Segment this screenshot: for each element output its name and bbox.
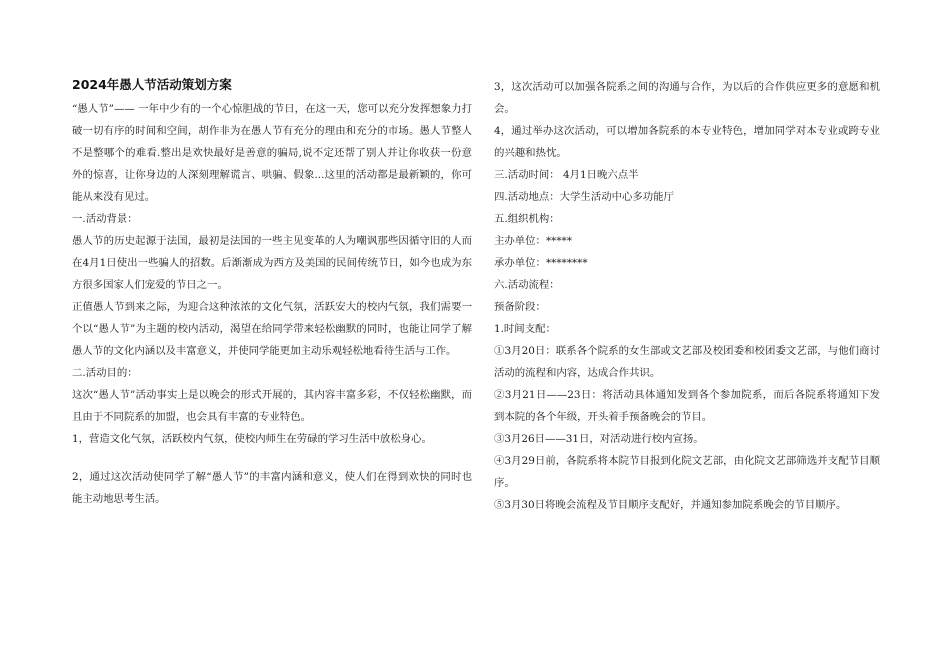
section-organization: 五.组织机构： xyxy=(494,213,560,225)
organizer-line: 主办单位：***** xyxy=(494,235,572,247)
section-process: 六.活动流程： xyxy=(494,279,560,291)
section-heading-background: 一.活动背景： xyxy=(72,213,138,225)
schedule-item-1: ①3月20日：联系各个院系的女生部或文艺部及校团委和校团委文艺部，与他们商讨活动的流程和内容，达成合作共识。 xyxy=(494,345,880,379)
purpose-item-2: 2，通过这次活动使同学了解“愚人节”的丰富内涵和意义，使人们在得到欢快的同时也能主动地思考生活。 xyxy=(72,471,472,505)
co-organizer-line: 承办单位：******** xyxy=(494,257,588,269)
preparation-stage: 预备阶段： xyxy=(494,301,546,313)
purpose-item-3: 3，这次活动可以加强各院系之间的沟通与合作，为以后的合作供应更多的意愿和机会。 xyxy=(494,81,880,115)
section-heading-purpose: 二.活动目的： xyxy=(72,367,138,379)
document-title: 2024年愚人节活动策划方案 xyxy=(72,77,232,92)
time-arrangement-heading: 1.时间支配： xyxy=(494,323,556,335)
left-column xyxy=(72,76,472,510)
schedule-item-2: ②3月21日——23日：将活动具体通知发到各个参加院系，而后各院系将通知下发到本院的各个年级，开头着手预备晚会的节目。 xyxy=(494,389,880,423)
purpose-paragraph: 这次“愚人节”活动事实上是以晚会的形式开展的，其内容丰富多彩，不仅轻松幽默，而且由于不同院系的加盟，也会具有丰富的专业特色。 xyxy=(72,389,472,423)
schedule-item-5: ⑤3月30日将晚会流程及节目顺序支配好，并通知参加院系晚会的节目顺序。 xyxy=(494,499,847,511)
section-activity-time: 三.活动时间： 4月1日晚六点半 xyxy=(494,169,639,181)
background-paragraph-1: 愚人节的历史起源于法国，最初是法国的一些主见变革的人为嘲讽那些因循守旧的人而在4月1日使出一些骗人的招数。后渐渐成为西方及美国的民间传统节日，如今也成为东方很多国家人们宠爱的节日之一。 xyxy=(72,235,472,291)
schedule-item-3: ③3月26日——31日，对活动进行校内宣扬。 xyxy=(494,433,704,445)
schedule-item-4: ④3月29日前，各院系将本院节目报到化院文艺部，由化院文艺部筛选并支配节目顺序。 xyxy=(494,455,880,489)
spacer xyxy=(72,450,472,466)
purpose-item-1: 1，营造文化气氛，活跃校内气氛，使校内师生在劳碌的学习生活中放松身心。 xyxy=(72,433,432,445)
purpose-item-4: 4，通过举办这次活动，可以增加各院系的本专业特色，增加同学对本专业或跨专业的兴趣和热忱。 xyxy=(494,125,880,159)
background-paragraph-2: 正值愚人节到来之际，为迎合这种浓浓的文化气氛，活跃安大的校内气氛，我们需要一个以“愚人节”为主题的校内活动，渴望在给同学带来轻松幽默的同时，也能让同学了解愚人节的文化内涵以及丰富意义，并使同学能更加主动乐观轻松地看待生活与工作。 xyxy=(72,301,472,357)
section-activity-location: 四.活动地点：大学生活动中心多功能厅 xyxy=(494,191,674,203)
intro-paragraph: “愚人节”—— 一年中少有的一个心惊胆战的节日，在这一天，您可以充分发挥想象力打破一切有序的时间和空间，胡作非为在愚人节有充分的理由和充分的市场。愚人节整人不是整哪个的难看.整出是欢快最好是善意的骗局,说不定还帮了别人并让你收获一份意外的惊喜，让你身边的人深刻理解谎言、哄骗、假象...这里的活动都是最新颖的，你可能从来没有见过。 xyxy=(72,103,472,203)
right-column xyxy=(494,76,880,516)
